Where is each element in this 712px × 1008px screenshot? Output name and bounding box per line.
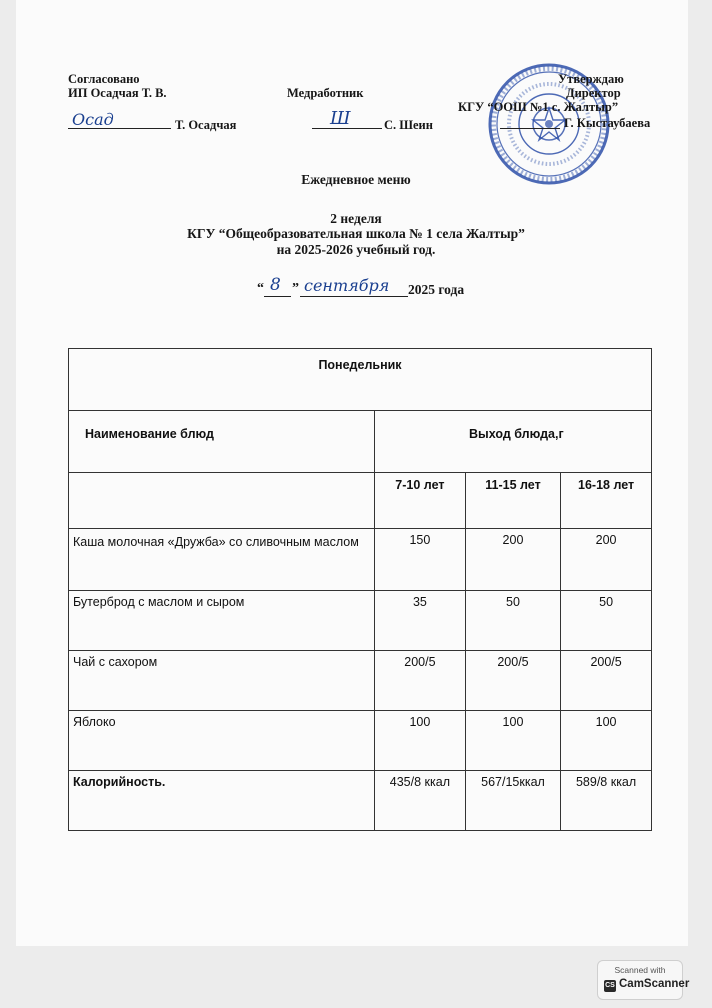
table-row: [69, 711, 652, 771]
school-year: на 2025-2026 учебный год.: [276, 242, 436, 257]
age-empty-cell: [69, 473, 375, 529]
date-month-line: [300, 296, 408, 297]
calories-value: 435/8 ккал: [375, 771, 466, 831]
dish-value: 200: [465, 529, 560, 591]
table-row: [69, 651, 652, 711]
director-role: Директор: [566, 86, 621, 100]
date-close-quote: ”: [292, 281, 299, 296]
scanned-with-label: Scanned with: [614, 965, 666, 975]
camscanner-name: CamScanner: [619, 978, 690, 990]
header-row: [69, 411, 652, 473]
medic-role: Медработник: [287, 86, 364, 100]
col-name-header: Наименование блюд: [69, 411, 375, 473]
middle-signature: Ш: [330, 108, 351, 129]
calories-value: 589/8 ккал: [561, 771, 652, 831]
date-open-quote: “: [257, 281, 264, 296]
school-name: КГУ “Общеобразовательная школа № 1 села Жалтыр”: [187, 226, 525, 241]
director-org: КГУ “ООШ №1 с. Жалтыр”: [458, 100, 619, 114]
dish-value: 100: [375, 711, 466, 771]
dish-name: Яблоко: [69, 711, 375, 771]
menu-title: Ежедневное меню: [301, 172, 411, 187]
calories-label: Калорийность.: [69, 771, 375, 831]
left-signature: Осад: [72, 110, 114, 129]
date-year: 2025 года: [408, 282, 465, 297]
dish-value: 35: [375, 591, 466, 651]
dish-value: 150: [375, 529, 466, 591]
dish-name: Каша молочная «Дружба» со сливочным маслом: [69, 529, 375, 591]
dish-value: 200: [561, 529, 652, 591]
table-row: [69, 591, 652, 651]
dish-value: 50: [561, 591, 652, 651]
calories-row: [69, 771, 652, 831]
left-signer: Т. Осадчая: [175, 118, 237, 132]
table-row: [69, 529, 652, 591]
age-header: 16-18 лет: [561, 473, 652, 529]
date-day-line: [264, 296, 291, 297]
dish-value: 200/5: [465, 651, 560, 711]
dish-value: 200/5: [375, 651, 466, 711]
age-header: 7-10 лет: [375, 473, 466, 529]
dish-name: Чай с сахором: [69, 651, 375, 711]
dish-value: 100: [465, 711, 560, 771]
col-output-header: Выход блюда,г: [375, 411, 652, 473]
day-row: [69, 349, 652, 411]
date-day: 8: [270, 275, 281, 295]
dish-value: 100: [561, 711, 652, 771]
right-signer: Г. Кыстаубаева: [564, 116, 651, 130]
date-month: сентября: [304, 276, 390, 295]
age-row: [69, 473, 652, 529]
agreed-org: ИП Осадчая Т. В.: [68, 86, 167, 100]
calories-value: 567/15ккал: [465, 771, 560, 831]
menu-table: [68, 348, 652, 831]
dish-value: 50: [465, 591, 560, 651]
approve-label: Утверждаю: [558, 72, 624, 86]
dish-value: 200/5: [561, 651, 652, 711]
week-label: 2 неделя: [330, 211, 382, 226]
camscanner-watermark: [597, 960, 690, 1000]
agreed-label: Согласовано: [68, 72, 140, 86]
age-header: 11-15 лет: [465, 473, 560, 529]
day-cell: Понедельник: [69, 349, 652, 411]
middle-signer: С. Шеин: [384, 118, 433, 132]
camscanner-logo-icon: CS: [604, 980, 616, 992]
dish-name: Бутерброд с маслом и сыром: [69, 591, 375, 651]
right-signature-line: [500, 128, 560, 129]
